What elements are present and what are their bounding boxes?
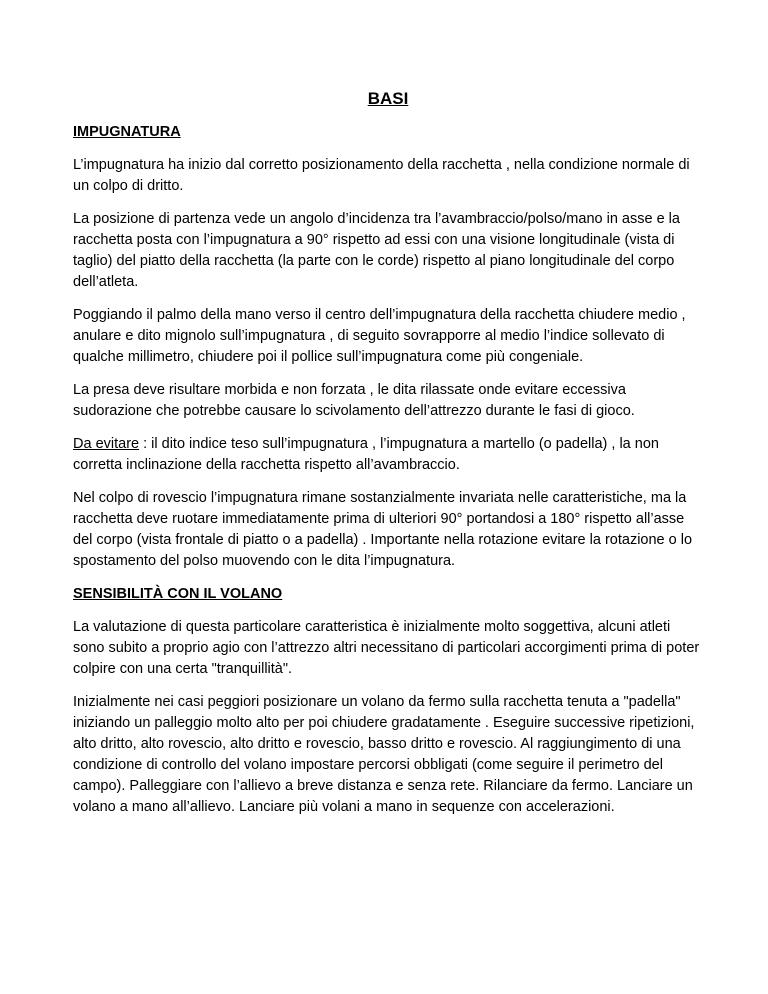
paragraph: Inizialmente nei casi peggiori posizionare un volano da fermo sulla racchetta tenuta a "padella" iniziando un palleggio molto alto per poi chiudere gradatamente . Eseguire successive ripetizioni, alto dritto, alto rovescio, alto dritto e rovescio, basso dritto e rovescio. Al raggiungimento di una condizione di controllo del volano impostare percorsi obbligati (come seguire il perimetro del campo). Palleggiare con l’allievo a breve distanza e senza rete. Rilanciare da fermo. Lanciare un volano a mano all’allievo. Lanciare più volani a mano in sequenze con accelerazioni. <box>73 694 695 815</box>
paragraph: L’impugnatura ha inizio dal corretto posizionamento della racchetta , nella condizione normale di un colpo di dritto. <box>73 157 690 194</box>
document-title: BASI <box>367 89 409 108</box>
paragraph: Poggiando il palmo della mano verso il centro dell’impugnatura della racchetta chiudere medio , anulare e dito mignolo sull’impugnatura , di seguito sovrapporre al medio l’indice sollevato di qualche millimetro, chiudere poi il pollice sull’impugnatura come più congeniale. <box>73 307 686 365</box>
section-heading-sensibilita: SENSIBILITÀ CON IL VOLANO <box>73 586 283 602</box>
section-heading-impugnatura: IMPUGNATURA <box>73 124 181 140</box>
paragraph: La presa deve risultare morbida e non forzata , le dita rilassate onde evitare eccessiva sudorazione che potrebbe causare lo scivolamento dell’attrezzo durante le fasi di gioco. <box>73 382 635 419</box>
da-evitare-text: : il dito indice teso sull’impugnatura , l’impugnatura a martello (o padella) , la non corretta inclinazione della racchetta rispetto all’avambraccio. <box>73 436 659 473</box>
paragraph: La valutazione di questa particolare caratteristica è inizialmente molto soggettiva, alcuni atleti sono subito a proprio agio con l’attrezzo altri necessitano di particolari accorgimenti prima di poter colpire con una certa "tranquillità". <box>73 619 700 677</box>
da-evitare-label: Da evitare <box>73 436 140 452</box>
paragraph-da-evitare <box>73 434 703 476</box>
document-page <box>73 88 703 830</box>
paragraph: La posizione di partenza vede un angolo d’incidenza tra l’avambraccio/polso/mano in asse e la racchetta posta con l’impugnatura a 90° rispetto ad essi con una visione longitudinale (vista di taglio) del piatto della racchetta (la parte con le corde) rispetto al piano longitudinale del corpo dell’atleta. <box>73 211 680 290</box>
paragraph: Nel colpo di rovescio l’impugnatura rimane sostanzialmente invariata nelle caratteristiche, ma la racchetta deve ruotare immediatamente prima di ulteriori 90° portandosi a 180° rispetto all’asse del corpo (vista frontale di piatto o a padella) . Importante nella rotazione evitare la rotazione o lo spostamento del polso muovendo con le dita l’impugnatura. <box>73 490 693 569</box>
